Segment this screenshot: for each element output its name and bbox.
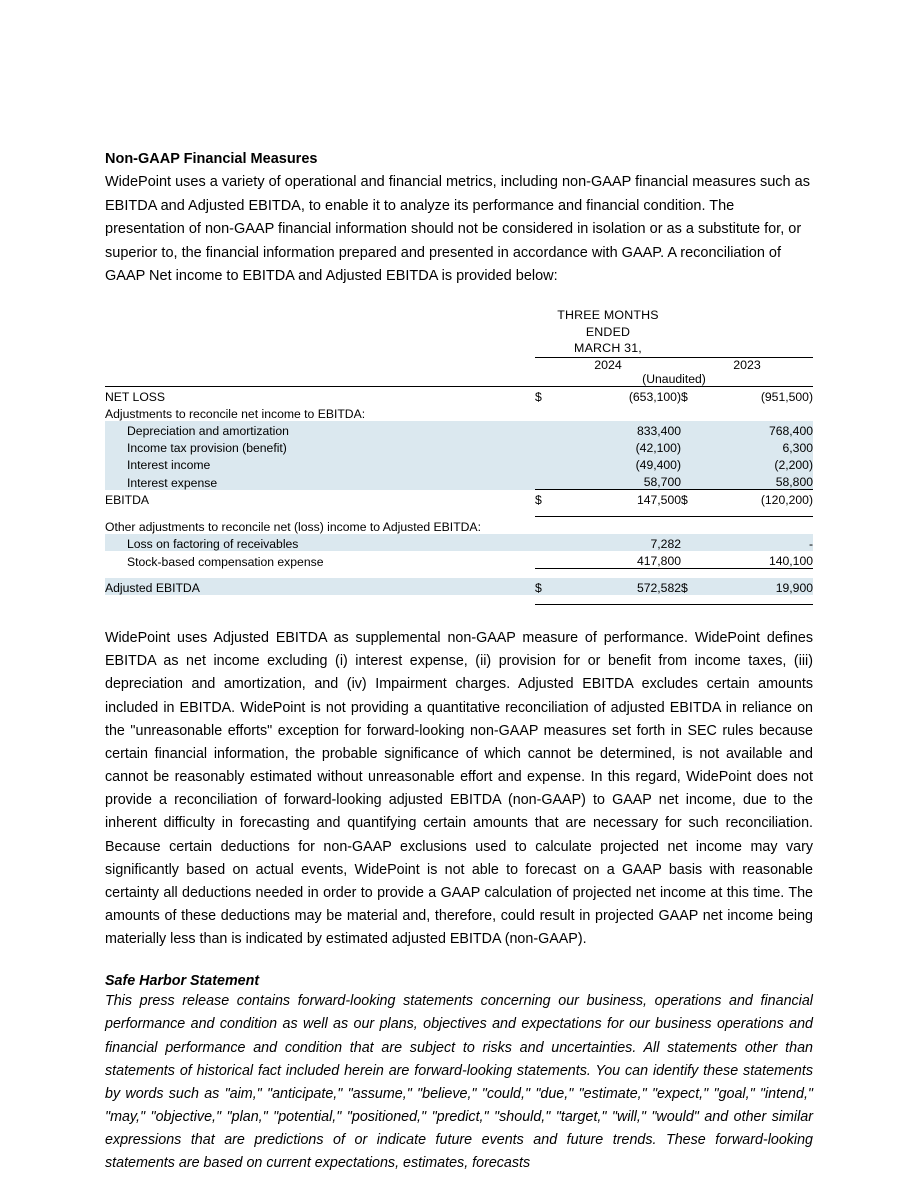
row-currency-prior: $ (681, 581, 688, 596)
discussion-paragraph: WidePoint uses Adjusted EBITDA as supplemental non-GAAP measure of performance. WidePoint defines EBITDA as net income excluding (i) interest expense, (ii) provision for or benefit from income taxes, (iii) depreciation and amortization, and (iv) Impairment charges. Adjusted EBITDA excludes certain amounts included in EBITDA. WidePoint is not providing a quantitative reconciliation of adjusted EBITDA in reliance on the "unreasonable efforts" exception for forward-looking non-GAAP measures set forth in SEC rules because certain financial information, the probable significance of which cannot be determined, is not available and cannot be reasonably estimated without unreasonable effort and expense. In this regard, WidePoint does not provide a reconciliation of forward-looking adjusted EBITDA (non-GAAP) to GAAP net income, due to the inherent difficulty in forecasting and quantifying certain amounts that are necessary for such reconciliation. Because certain deductions for non-GAAP exclusions used to calculate projected net income may vary significantly based on actual events, WidePoint is not able to forecast on a GAAP basis with reasonable certainty all deductions needed in order to provide a GAAP calculation of projected net income at this time. The amounts of these deductions may be material and, therefore, could result in projected GAAP net income being materially less than is indicated by estimated adjusted EBITDA (non-GAAP). (105, 630, 813, 948)
header-spacer-5 (681, 340, 709, 357)
years-spacer (105, 358, 535, 373)
spacer-row (105, 569, 813, 579)
row-currency-prior: $ (681, 493, 688, 508)
spacer-cell (105, 595, 535, 605)
table-row (105, 455, 813, 472)
spacer-cell (535, 569, 563, 579)
row-label: Adjusted EBITDA (105, 581, 200, 596)
table-row (105, 421, 813, 438)
row-currency-prior (681, 421, 709, 438)
row-label: Other adjustments to reconcile net (loss) income to Adjusted EBITDA: (105, 520, 481, 535)
spacer-cell (681, 595, 709, 605)
table-row (105, 438, 813, 455)
table-header-main-row (105, 307, 813, 340)
table-header-unaudited-row (105, 372, 813, 387)
ebitda-reconciliation-table (105, 307, 813, 605)
row-currency-current (535, 517, 563, 535)
header-three-months-ended: THREE MONTHS ENDED (557, 307, 659, 339)
safe-harbor-paragraph: This press release contains forward-looking statements concerning our business, operations and financial performance and condition as well as our plans, objectives and expectations for our business operations and financial performance and condition that are subject to risks and uncertainties. All statements other than statements of historical fact included herein are forward-looking statements. You can identify these statements by words such as "aim," "anticipate," "assume," "believe," "could," "due," "estimate," "expect," "goal," "intend," "may," "objective," "plan," "potential," "positioned," "predict," "should," "target," "will," "would" and other similar expressions that are predictions of or indicate future events and future trends. These forward-looking statements are based on current expectations, estimates, forecasts (105, 993, 813, 1172)
spacer-cell (105, 507, 535, 517)
row-value-prior: 19,900 (775, 581, 814, 596)
table-row (105, 490, 813, 508)
row-value-current: 147,500 (636, 493, 682, 508)
header-march-31: MARCH 31, (574, 341, 642, 356)
spacer-cell (681, 569, 709, 579)
spacer-2 (105, 951, 813, 973)
row-currency-current (535, 438, 563, 455)
header-spacer (105, 307, 535, 340)
row-currency-prior (681, 438, 709, 455)
row-value-current: 417,800 (563, 551, 681, 569)
spacer-cell (563, 595, 681, 605)
table-header-years-row (105, 358, 813, 373)
header-year-prior: 2023 (681, 358, 813, 373)
row-currency-current: $ (535, 387, 563, 405)
row-value-current: (49,400) (635, 458, 682, 473)
row-currency-current: $ (535, 581, 542, 596)
header-year-current: 2024 (535, 358, 681, 373)
row-value-prior: - (808, 537, 814, 552)
adjusted-ebitda-underline-row (105, 595, 813, 605)
row-currency-current (535, 404, 563, 421)
row-label: EBITDA (105, 493, 150, 508)
row-label: Adjustments to reconcile net income to EBITDA: (105, 407, 366, 422)
row-value-current (563, 517, 681, 535)
table-row (105, 551, 813, 569)
row-value-prior: (2,200) (774, 458, 814, 473)
row-value-current: (653,100) (563, 387, 681, 405)
row-label: Stock-based compensation expense (127, 554, 324, 569)
row-value-prior: 6,300 (782, 441, 814, 456)
row-currency-current (535, 455, 563, 472)
row-label: Interest income (127, 458, 211, 473)
page-title: Non-GAAP Financial Measures (105, 151, 318, 167)
intro-paragraph: WidePoint uses a variety of operational and financial metrics, including non-GAAP financial measures such as EBITDA and Adjusted EBITDA, to enable it to analyze its performance and financial condition. The presentation of non-GAAP financial information should not be considered in isolation or as a substitute for, or superior to, the financial information prepared and presented in accordance with GAAP. A reconciliation of GAAP Net income to EBITDA and Adjusted EBITDA is provided below: (105, 174, 810, 285)
row-value-prior: (120,200) (760, 493, 814, 508)
row-currency-prior (681, 472, 709, 490)
header-spacer-2 (681, 307, 709, 340)
spacer-cell (563, 569, 681, 579)
row-label: Depreciation and amortization (127, 424, 289, 439)
row-value-current: (42,100) (635, 441, 682, 456)
spacer-cell (709, 507, 813, 517)
header-unaudited: (Unaudited) (642, 372, 706, 387)
table-row (105, 578, 813, 595)
safe-harbor-heading: Safe Harbor Statement (105, 973, 260, 990)
table-row (105, 472, 813, 490)
ebitda-underline-row (105, 507, 813, 517)
row-label: NET LOSS (105, 387, 535, 405)
row-currency-current (535, 421, 563, 438)
table-row (105, 404, 813, 421)
spacer-cell (681, 507, 709, 517)
row-label: Income tax provision (benefit) (127, 441, 287, 456)
spacer-cell (535, 595, 563, 605)
row-value-prior: (951,500) (709, 387, 813, 405)
row-label: Interest expense (127, 475, 218, 490)
header-spacer-3 (709, 307, 813, 340)
header-spacer-6 (709, 340, 813, 357)
row-currency-current (535, 472, 563, 490)
spacer-cell (709, 595, 813, 605)
row-currency-prior (681, 551, 709, 569)
row-value-current (563, 404, 681, 421)
row-value-current: 572,582 (636, 581, 682, 596)
row-currency-current (535, 551, 563, 569)
row-value-prior: 140,100 (709, 551, 813, 569)
row-label: Loss on factoring of receivables (127, 537, 299, 552)
row-currency-prior (681, 517, 709, 535)
table-row (105, 517, 813, 535)
row-currency-current (535, 534, 563, 551)
spacer-cell (105, 569, 535, 579)
row-currency-prior (681, 404, 709, 421)
table-row (105, 387, 813, 405)
row-value-current: 833,400 (636, 424, 682, 439)
row-value-prior (709, 404, 813, 421)
table-row (105, 534, 813, 551)
row-value-prior: 768,400 (768, 424, 814, 439)
row-currency-prior (681, 534, 709, 551)
spacer (105, 605, 813, 627)
spacer-cell (709, 569, 813, 579)
row-currency-current: $ (535, 493, 542, 508)
row-value-current: 7,282 (650, 537, 682, 552)
row-value-current: 58,700 (563, 472, 681, 490)
header-spacer-4 (105, 340, 535, 357)
row-currency-prior (681, 455, 709, 472)
row-value-prior: 58,800 (709, 472, 813, 490)
spacer-cell (535, 507, 563, 517)
row-value-prior (709, 517, 813, 535)
spacer-cell (563, 507, 681, 517)
table-header-sub-row (105, 340, 813, 357)
row-currency-prior: $ (681, 387, 709, 405)
unaudited-spacer (105, 372, 535, 387)
